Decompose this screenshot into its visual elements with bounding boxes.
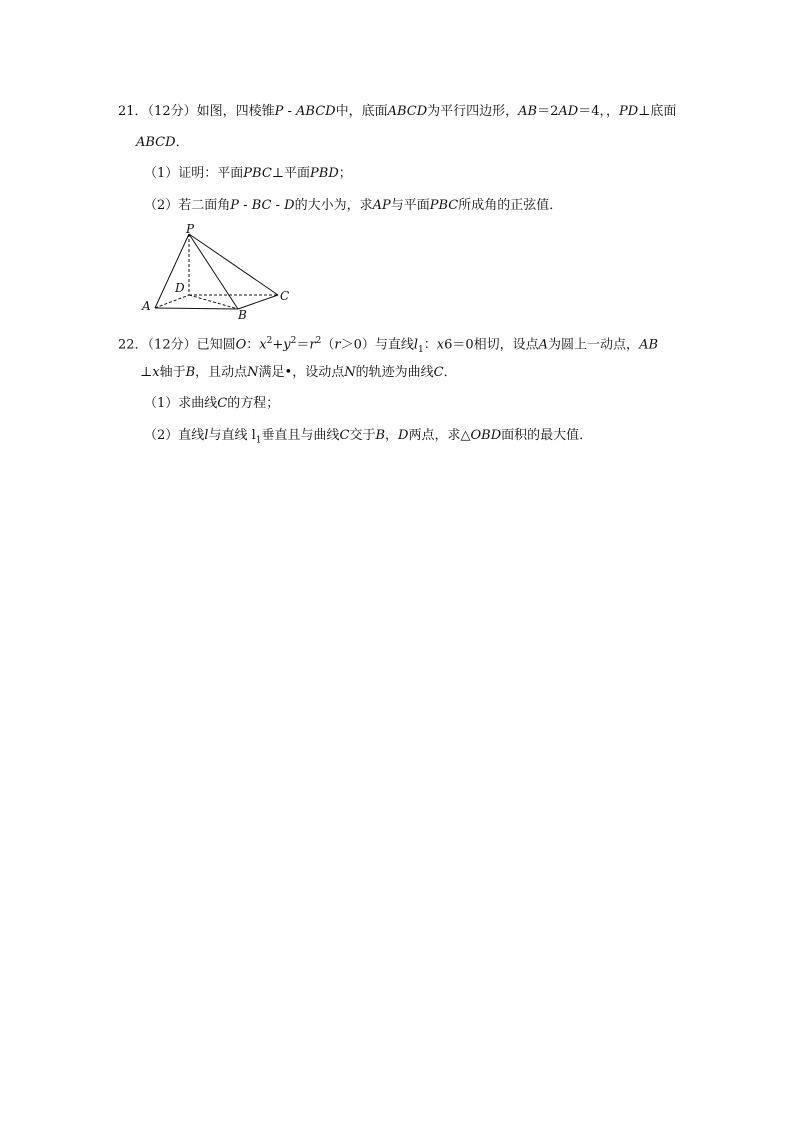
var-D: D <box>284 198 295 213</box>
q21-line2 <box>136 134 189 152</box>
var-OBD: OBD <box>470 428 502 443</box>
text: ＝ <box>296 337 310 353</box>
superscript: 2 <box>315 336 322 346</box>
text: ： <box>423 337 437 353</box>
text: 6＝0相切，设点 <box>444 337 539 353</box>
q21-part2 <box>144 197 562 215</box>
dash: - <box>283 104 297 119</box>
text: ， <box>385 428 399 443</box>
q21-part1 <box>144 165 352 183</box>
label-B: B <box>238 308 247 322</box>
var-P: P <box>230 198 240 213</box>
text: ； <box>338 166 352 181</box>
text: 所成角的正弦值． <box>458 198 563 213</box>
superscript: 2 <box>266 336 273 346</box>
var-r: r <box>309 337 316 353</box>
text: ，且动点 <box>195 365 248 380</box>
text: 与平面 <box>390 198 430 213</box>
var-x: x <box>259 337 267 353</box>
edge-AB <box>155 308 238 309</box>
text: 的大小为，求 <box>294 198 373 213</box>
var-N: N <box>344 365 356 380</box>
text: ． <box>175 135 189 150</box>
text: ： <box>246 337 260 353</box>
q22-part2 <box>144 427 592 450</box>
subscript: 1 <box>418 344 424 355</box>
dash: - <box>239 198 252 213</box>
var-C: C <box>339 428 350 443</box>
text: ⊥ <box>140 365 153 380</box>
label-D: D <box>175 281 185 295</box>
edge-PC <box>189 234 278 295</box>
text: （ <box>321 337 335 353</box>
text: （1）证明：平面 <box>144 166 244 181</box>
text: + <box>272 337 284 353</box>
var-ABCD: ABCD <box>387 104 428 119</box>
dash: - <box>271 198 285 213</box>
pyramid-figure <box>135 222 305 322</box>
text: ＝2 <box>537 104 559 119</box>
text: 面积的最大值． <box>501 428 593 443</box>
superscript: 2 <box>290 336 297 346</box>
text: 的轨迹为曲线 <box>355 365 434 380</box>
text: 交于 <box>349 428 376 443</box>
var-B: B <box>185 365 196 380</box>
text: ＝4，， <box>578 104 619 119</box>
var-x: x <box>152 365 160 380</box>
var-D: D <box>398 428 409 443</box>
text: 为平行四边形， <box>427 104 519 119</box>
text: （2）若二面角 <box>144 198 231 213</box>
q21-line1 <box>118 103 676 121</box>
q22-part1 <box>144 395 279 413</box>
text: （1）求曲线 <box>144 396 218 411</box>
var-PBC: PBC <box>429 198 459 213</box>
var-l: l <box>413 337 419 353</box>
text: ⊥底面 <box>638 104 677 119</box>
text: 中，底面 <box>335 104 388 119</box>
var-C: C <box>217 396 228 411</box>
text: 为圆上一动点， <box>548 337 640 353</box>
var-BC: BC <box>251 198 272 213</box>
q22-number: 22．（12分）已知圆 <box>118 337 236 353</box>
q21-number: 21．（12分）如图，四棱锥 <box>118 104 275 119</box>
label-A: A <box>142 299 151 313</box>
var-PD: PD <box>619 104 639 119</box>
q22-line2 <box>140 364 457 382</box>
text: ． <box>443 365 457 380</box>
var-PBD: PBD <box>310 166 339 181</box>
var-AP: AP <box>372 198 391 213</box>
text: ＞0）与直线 <box>340 337 414 353</box>
var-AD: AD <box>558 104 579 119</box>
text: 与直线 l <box>208 428 256 443</box>
edge-BC <box>238 295 278 309</box>
text: 两点，求△ <box>408 428 471 443</box>
label-P: P <box>186 222 195 236</box>
var-y: y <box>283 337 291 353</box>
var-x: x <box>436 337 445 353</box>
text: 垂直且与曲线 <box>261 428 340 443</box>
text: 的方程； <box>227 396 280 411</box>
q22-line1 <box>118 332 658 359</box>
subscript: 1 <box>255 435 262 446</box>
var-ABCD: ABCD <box>296 104 336 119</box>
var-r: r <box>334 337 341 353</box>
var-l: l <box>204 428 209 443</box>
var-P: P <box>274 104 284 119</box>
text: 轴于 <box>159 365 186 380</box>
text: （2）直线 <box>144 428 205 443</box>
var-O: O <box>235 337 247 353</box>
var-AB: AB <box>639 337 659 353</box>
var-ABCD: ABCD <box>136 135 176 150</box>
var-PBC: PBC <box>243 166 272 181</box>
var-N: N <box>247 365 259 380</box>
text: ⊥平面 <box>271 166 311 181</box>
var-AB: AB <box>518 104 538 119</box>
label-C: C <box>280 289 290 303</box>
var-C: C <box>433 365 444 380</box>
text: 满足•，设动点 <box>258 365 345 380</box>
edge-PB <box>189 234 238 309</box>
var-A: A <box>538 337 549 353</box>
var-B: B <box>375 428 386 443</box>
